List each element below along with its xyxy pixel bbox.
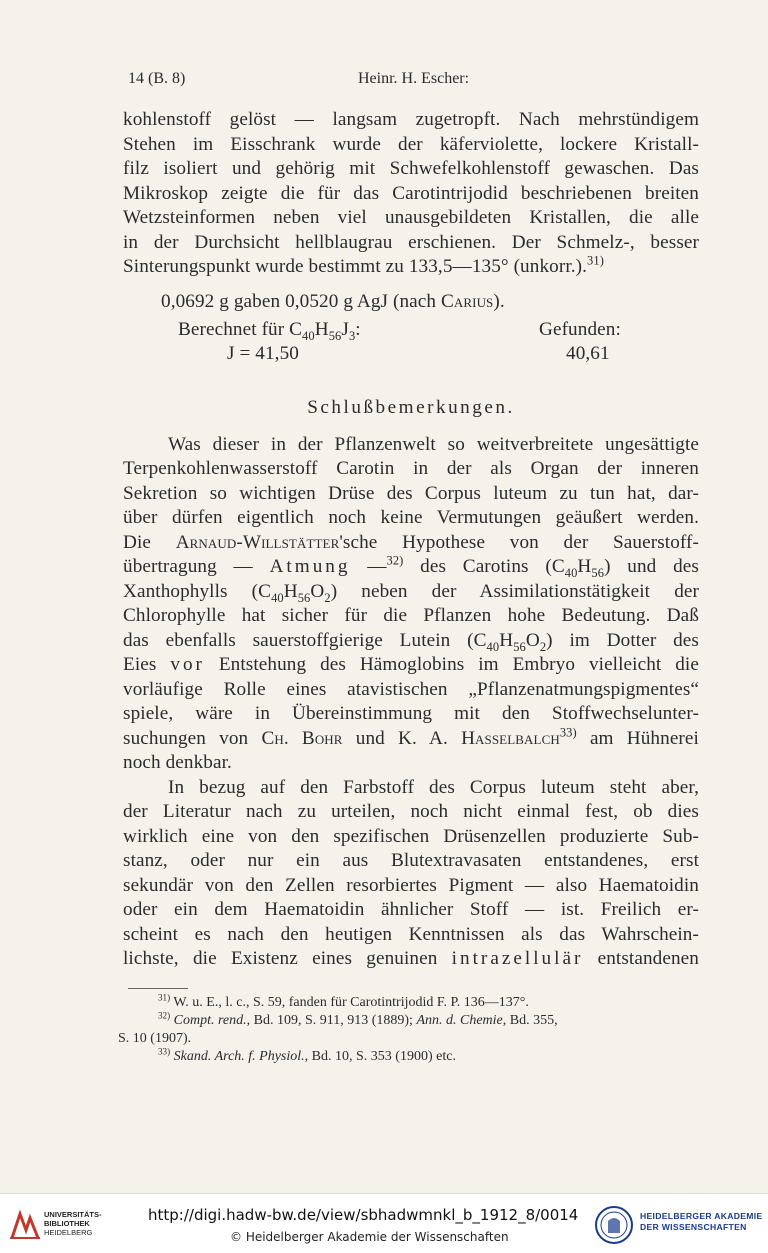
text-line: oder ein dem Haematoidin ähnlicher Stoff — ist. Freilich er-: [123, 899, 699, 920]
text-fragment: Berechnet für C: [178, 319, 303, 340]
permalink-url[interactable]: http://digi.hadw-bw.de/view/sbhadwmnkl_b_1912_8/0014: [148, 1206, 579, 1224]
analysis-line: [123, 290, 699, 315]
footnote-32-continued: S. 10 (1907).: [118, 1031, 192, 1046]
journal-title: Ann. d. Chemie: [416, 1013, 503, 1028]
text-fragment: —: [350, 556, 387, 577]
text-fragment: , Bd. 355,: [502, 1013, 558, 1028]
text-fragment: am Hühnerei: [576, 727, 699, 749]
text-fragment: ) und des: [604, 556, 699, 577]
viewer-footer: [0, 1193, 768, 1253]
text-fragment: ).: [493, 290, 505, 312]
text-fragment: das ebenfalls sauerstoffgierige Lutein (C: [123, 629, 487, 651]
running-title: Heinr. H. Escher:: [358, 70, 470, 87]
text-line: noch denkbar.: [123, 752, 232, 773]
subscript: 40: [564, 565, 578, 580]
text-fragment: O: [310, 580, 325, 602]
text-line: Sekretion so wichtigen Drüse des Corpus luteum zu tun hat, dar-: [123, 482, 699, 504]
spaced-term: vor: [170, 654, 205, 675]
text-fragment: H: [577, 556, 592, 577]
found-label: Gefunden:: [539, 319, 621, 340]
text-line: [123, 255, 699, 280]
text-line: [123, 947, 699, 972]
footnote-divider: [128, 988, 188, 989]
subscript: 56: [513, 639, 526, 654]
university-library-logo-icon[interactable]: [8, 1208, 42, 1242]
text-line: sekundär von den Zellen resorbiertes Pigment — also Haematoidin: [123, 874, 699, 896]
found-value: 40,61: [566, 343, 610, 364]
text-fragment: entstandenen: [583, 948, 699, 969]
text-fragment: DER WISSENSCHAFTEN: [640, 1222, 747, 1232]
journal-title: Skand. Arch. f. Physiol.: [170, 1049, 305, 1064]
subscript: 40: [271, 590, 284, 605]
author-name: Hasselbalch: [461, 727, 560, 749]
text-fragment: , Bd. 109, S. 911, 913 (1889);: [246, 1013, 417, 1028]
text-fragment: Xanthophylls (C: [123, 580, 272, 602]
text-line: stanz, oder nur ein aus Blutextravasaten entstandenes, erst: [123, 850, 699, 871]
academy-name: [640, 1211, 762, 1233]
calculated-value: J = 41,50: [227, 343, 299, 364]
paragraph-3: [123, 776, 699, 972]
main-text: [123, 108, 699, 972]
subscript: 2: [539, 639, 547, 654]
footnote-number: 33): [158, 1046, 171, 1057]
spaced-term: Atmung: [269, 556, 351, 577]
footnote-ref: 32): [386, 553, 404, 568]
calculation-table: [123, 318, 699, 370]
text-line: In bezug auf den Farbstoff des Corpus luteum steht aber,: [168, 776, 699, 798]
text-line: spiele, wäre in Übereinstimmung mit den Stoffwechselunter-: [123, 703, 699, 724]
text-line: filz isoliert und gehörig mit Schwefelkohlenstoff gewaschen. Das: [123, 158, 699, 179]
text-fragment: Die: [123, 531, 176, 553]
page-number: 14 (B. 8): [128, 70, 186, 87]
text-line: vorläufige Rolle eines atavistischen „Pflanzenatmungspigmentes“: [123, 678, 699, 700]
text-line: [123, 531, 699, 556]
text-fragment: H: [283, 580, 298, 602]
footnote-ref: 33): [559, 725, 577, 740]
text-line: Wetzsteinformen neben viel unausgebildeten Kristallen, die alle: [123, 207, 699, 228]
text-line: [123, 629, 699, 654]
text-fragment: H: [314, 319, 329, 340]
university-library-name: [44, 1210, 102, 1237]
text-line: über dürfen eigentlich noch keine Vermutungen geäußert werden.: [123, 507, 699, 528]
text-line: scheint es nach den heutigen Kenntnissen als das Wahrschein-: [123, 923, 699, 945]
footnote-33: [118, 1048, 698, 1066]
text-fragment: J: [341, 319, 349, 340]
text-fragment: HEIDELBERG: [44, 1228, 93, 1237]
text-fragment: Sinterungspunkt wurde bestimmt zu 133,5—135° (unkorr.).: [123, 256, 588, 277]
author-name: Arnaud-Willstätter: [175, 531, 340, 553]
subscript: 56: [297, 590, 311, 605]
footnote-32: [118, 1012, 698, 1030]
text-line: [123, 653, 699, 678]
text-fragment: Eies: [123, 654, 171, 675]
subscript: 2: [324, 590, 331, 605]
footnote-number: 32): [158, 1010, 171, 1021]
text-line: Stehen im Eisschrank wurde der käferviolette, lockere Kristall-: [123, 133, 699, 155]
text-fragment: des Carotins (C: [403, 556, 565, 577]
academy-seal-icon[interactable]: [594, 1205, 634, 1245]
text-line: [123, 580, 699, 605]
footnote-ref: 31): [587, 253, 604, 268]
text-fragment: BIBLIOTHEK: [44, 1219, 90, 1228]
text-fragment: 'sche Hypothese von der Sauerstoff-: [339, 531, 700, 553]
copyright-notice: © Heidelberger Akademie der Wissenschaften: [230, 1230, 509, 1244]
text-fragment: ) im Dotter des: [546, 629, 699, 651]
text-fragment: und K. A.: [342, 727, 462, 749]
paragraph-1: [123, 108, 699, 280]
subscript: 40: [486, 639, 500, 654]
text-fragment: O: [525, 629, 540, 651]
journal-title: Compt. rend.: [170, 1013, 247, 1028]
footnote-31: [118, 994, 698, 1012]
footnote-number: 31): [158, 992, 171, 1003]
subscript: 56: [591, 565, 605, 580]
text-fragment: , Bd. 10, S. 353 (1900) etc.: [304, 1049, 456, 1064]
text-fragment: W. u. E., l. c., S. 59, fanden für Carotintrijodid F. P. 136—137°.: [170, 995, 529, 1010]
author-name: Carius: [440, 290, 494, 312]
text-line: wirklich eine von den spezifischen Drüsenzellen produzierte Sub-: [123, 825, 699, 847]
section-heading: Schlußbemerkungen.: [307, 397, 515, 418]
text-line: [123, 555, 699, 580]
text-fragment: übertragung —: [123, 556, 270, 577]
author-name: Ch. Bohr: [261, 727, 343, 749]
text-line: Was dieser in der Pflanzenwelt so weitverbreitete ungesättigte: [168, 433, 699, 455]
text-fragment: UNIVERSITÄTS-: [44, 1210, 102, 1219]
subscript: 40: [302, 328, 315, 343]
text-fragment: Entstehung des Hämoglobins im Embryo vielleicht die: [204, 654, 699, 675]
calculated-label: [178, 318, 361, 343]
text-fragment: lichste, die Existenz eines genuinen: [123, 948, 452, 969]
subscript: 56: [328, 328, 342, 343]
text-fragment: ) neben der Assimilationstätigkeit der: [330, 580, 699, 602]
text-line: [123, 727, 699, 752]
text-line: Chlorophylle hat sicher für die Pflanzen hohe Bedeutung. Daß: [123, 605, 699, 626]
text-fragment: suchungen von: [123, 727, 262, 749]
text-fragment: H: [499, 629, 514, 651]
text-fragment: 0,0692 g gaben 0,0520 g AgJ (nach: [161, 290, 441, 312]
spaced-term: intrazellulär: [451, 948, 584, 969]
text-line: Mikroskop zeigte die für das Carotintrijodid beschriebenen breiten: [123, 182, 699, 204]
paragraph-2: [123, 433, 699, 776]
text-line: kohlenstoff gelöst — langsam zugetropft. Nach mehrstündigem: [123, 109, 699, 130]
footnotes: [118, 994, 698, 1066]
subscript: 3: [348, 328, 356, 343]
text-line: der Literatur nach zu urteilen, noch nicht einmal fest, ob dies: [123, 801, 699, 822]
text-fragment: HEIDELBERGER AKADEMIE: [640, 1211, 763, 1221]
text-line: Terpenkohlenwasserstoff Carotin in der als Organ der inneren: [123, 458, 699, 479]
text-line: in der Durchsicht hellblaugrau erschienen. Der Schmelz-, besser: [123, 231, 699, 253]
text-fragment: :: [355, 319, 361, 340]
